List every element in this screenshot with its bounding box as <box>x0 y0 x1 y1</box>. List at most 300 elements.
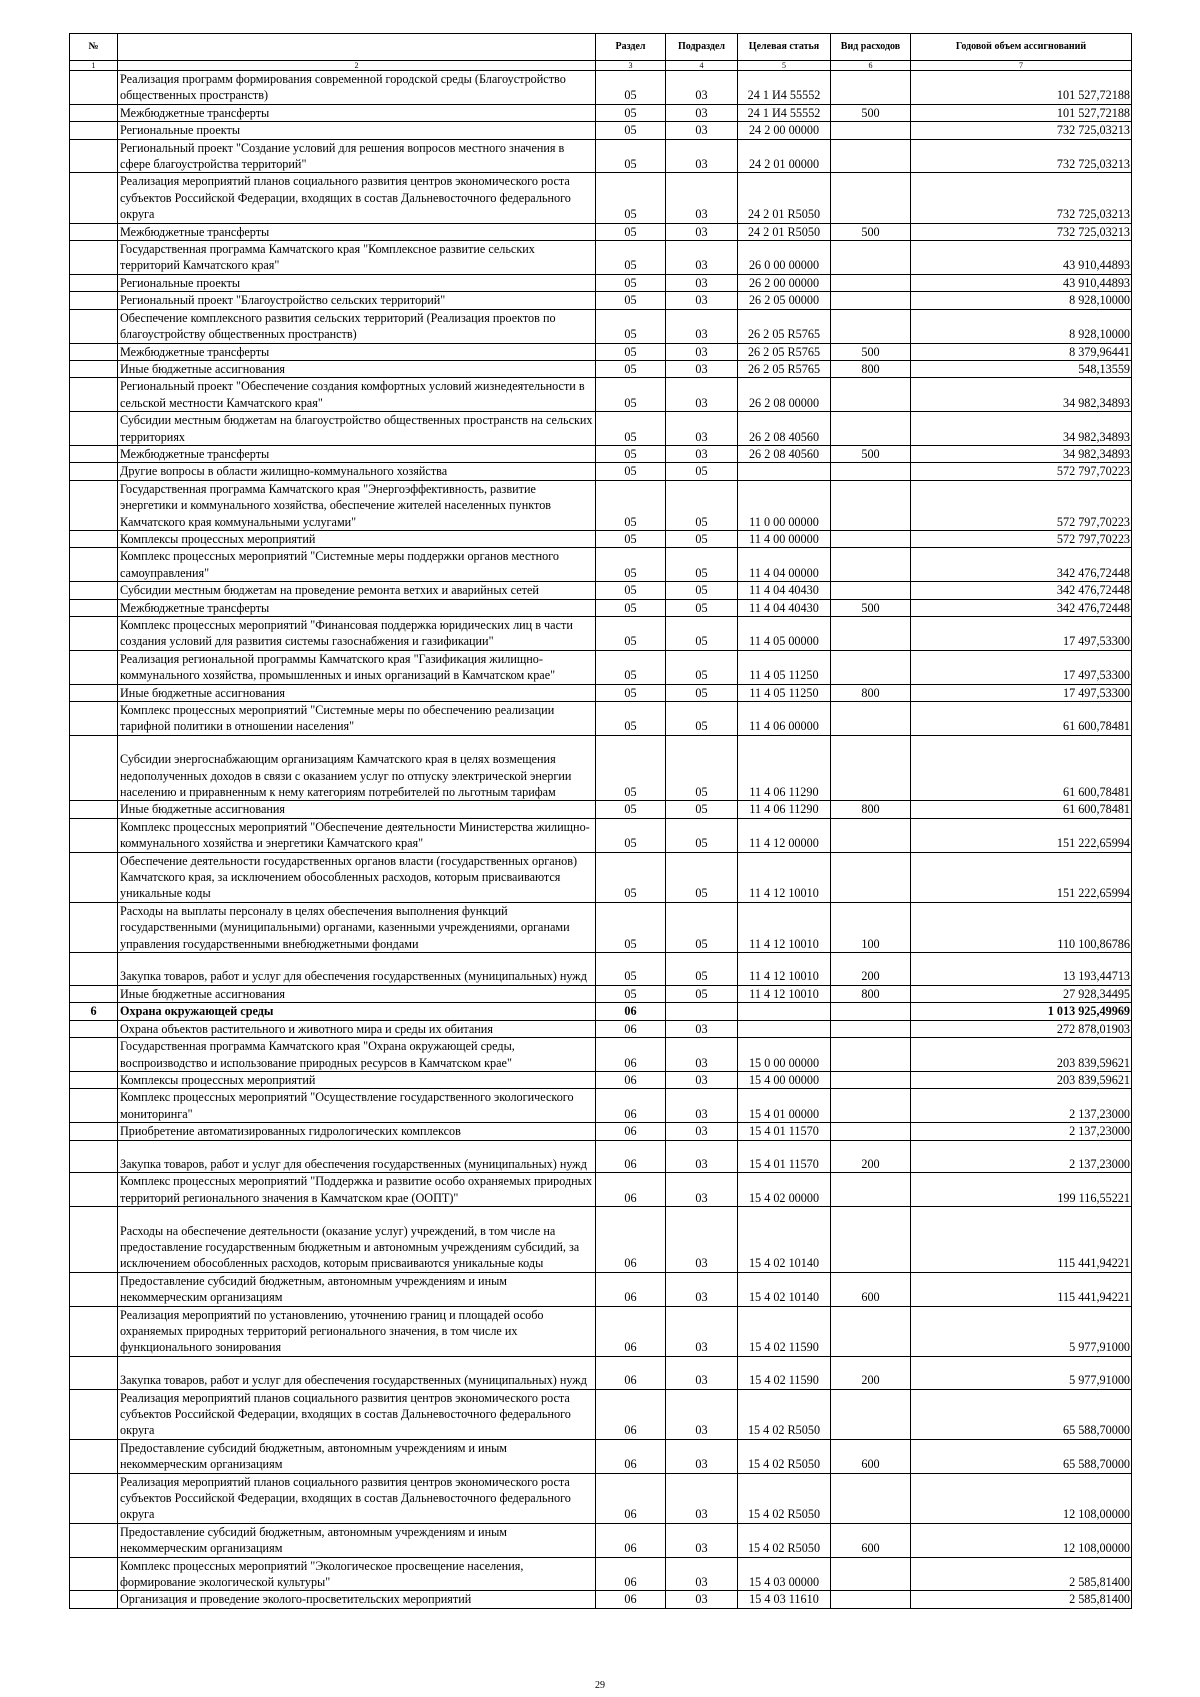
row-target: 11 4 12 10010 <box>738 985 831 1002</box>
row-section: 06 <box>596 1439 666 1473</box>
row-name: Реализация мероприятий по установлению, уточнению границ и площадей особо охраняемых природных территорий регионального значения, в том числе их функционального зонирования <box>118 1306 596 1356</box>
row-section: 05 <box>596 617 666 651</box>
header-section: Раздел <box>596 34 666 61</box>
row-number <box>70 1071 118 1088</box>
table-row <box>70 1207 1132 1273</box>
row-number <box>70 1173 118 1207</box>
row-name: Государственная программа Камчатского края "Комплексное развитие сельских территорий Камчатского края" <box>118 241 596 275</box>
row-amount: 5 977,91000 <box>911 1356 1132 1389</box>
row-number <box>70 684 118 701</box>
row-target: 11 0 00 00000 <box>738 480 831 530</box>
column-index: 2 <box>118 61 596 71</box>
row-name: Субсидии местным бюджетам на благоустройство общественных пространств на сельских территориях <box>118 412 596 446</box>
row-amount: 1 013 925,49969 <box>911 1003 1132 1020</box>
row-subsection: 05 <box>666 684 738 701</box>
row-number <box>70 902 118 952</box>
row-section: 06 <box>596 1473 666 1523</box>
row-subsection: 03 <box>666 1123 738 1140</box>
row-section: 05 <box>596 548 666 582</box>
row-number <box>70 463 118 480</box>
row-number <box>70 1591 118 1608</box>
row-name: Реализация мероприятий планов социального развития центров экономического роста субъектов Российской Федерации, входящих в состав Дальневосточного федерального округа <box>118 173 596 223</box>
row-number <box>70 1272 118 1306</box>
row-name: Субсидии местным бюджетам на проведение ремонта ветхих и аварийных сетей <box>118 582 596 599</box>
row-name: Региональные проекты <box>118 122 596 139</box>
row-section: 05 <box>596 122 666 139</box>
row-exp-type <box>831 480 911 530</box>
row-exp-type: 800 <box>831 801 911 818</box>
row-number <box>70 702 118 736</box>
column-index: 7 <box>911 61 1132 71</box>
row-section: 05 <box>596 953 666 986</box>
row-section: 06 <box>596 1523 666 1557</box>
row-target: 11 4 04 40430 <box>738 582 831 599</box>
row-number <box>70 818 118 852</box>
row-name: Комплекс процессных мероприятий "Осуществление государственного экологического мониторинга" <box>118 1089 596 1123</box>
table-row <box>70 173 1132 223</box>
row-name: Комплекс процессных мероприятий "Экологическое просвещение населения, формирование экологической культуры" <box>118 1557 596 1591</box>
table-row <box>70 1140 1132 1173</box>
table-row <box>70 292 1132 309</box>
row-name: Закупка товаров, работ и услуг для обеспечения государственных (муниципальных) нужд <box>118 1356 596 1389</box>
row-name: Межбюджетные трансферты <box>118 223 596 240</box>
row-subsection: 03 <box>666 1140 738 1173</box>
row-number <box>70 1020 118 1037</box>
header-exp-type: Вид расходов <box>831 34 911 61</box>
row-section: 05 <box>596 582 666 599</box>
row-section: 05 <box>596 292 666 309</box>
row-subsection: 05 <box>666 530 738 547</box>
row-name: Охрана окружающей среды <box>118 1003 596 1020</box>
row-section: 05 <box>596 650 666 684</box>
row-target: 26 2 05 R5765 <box>738 309 831 343</box>
row-exp-type: 500 <box>831 223 911 240</box>
row-number <box>70 1038 118 1072</box>
budget-table-page <box>69 33 1131 1609</box>
row-subsection: 05 <box>666 480 738 530</box>
row-target: 15 4 01 00000 <box>738 1089 831 1123</box>
table-row <box>70 801 1132 818</box>
row-amount: 2 137,23000 <box>911 1123 1132 1140</box>
row-exp-type: 600 <box>831 1272 911 1306</box>
row-amount: 115 441,94221 <box>911 1272 1132 1306</box>
table-row <box>70 599 1132 616</box>
row-section: 06 <box>596 1003 666 1020</box>
table-row <box>70 309 1132 343</box>
table-row <box>70 617 1132 651</box>
row-name: Государственная программа Камчатского края "Охрана окружающей среды, воспроизводство и использование природных ресурсов в Камчатском крае" <box>118 1038 596 1072</box>
row-subsection: 03 <box>666 1306 738 1356</box>
row-subsection: 05 <box>666 852 738 902</box>
row-number <box>70 1439 118 1473</box>
row-amount: 43 910,44893 <box>911 241 1132 275</box>
row-amount: 203 839,59621 <box>911 1038 1132 1072</box>
table-row <box>70 1389 1132 1439</box>
row-target: 11 4 12 00000 <box>738 818 831 852</box>
row-subsection: 05 <box>666 902 738 952</box>
row-amount: 151 222,65994 <box>911 818 1132 852</box>
row-target: 15 4 02 R5050 <box>738 1389 831 1439</box>
row-target: 15 4 02 00000 <box>738 1173 831 1207</box>
row-exp-type <box>831 530 911 547</box>
table-row <box>70 1439 1132 1473</box>
row-exp-type: 500 <box>831 104 911 121</box>
row-amount: 34 982,34893 <box>911 412 1132 446</box>
row-amount: 61 600,78481 <box>911 801 1132 818</box>
row-subsection: 03 <box>666 1523 738 1557</box>
row-name: Региональный проект "Создание условий для решения вопросов местного значения в сфере благоустройства территорий" <box>118 139 596 173</box>
table-row <box>70 548 1132 582</box>
table-row <box>70 953 1132 986</box>
row-target: 15 4 01 11570 <box>738 1140 831 1173</box>
row-section: 05 <box>596 599 666 616</box>
row-amount: 572 797,70223 <box>911 463 1132 480</box>
row-number <box>70 548 118 582</box>
table-row <box>70 71 1132 105</box>
row-section: 05 <box>596 139 666 173</box>
row-name: Другие вопросы в области жилищно-коммунального хозяйства <box>118 463 596 480</box>
row-name: Межбюджетные трансферты <box>118 104 596 121</box>
table-row <box>70 582 1132 599</box>
row-subsection: 03 <box>666 1020 738 1037</box>
row-amount: 151 222,65994 <box>911 852 1132 902</box>
row-subsection: 03 <box>666 122 738 139</box>
row-name: Комплексы процессных мероприятий <box>118 1071 596 1088</box>
row-target <box>738 1020 831 1037</box>
row-amount: 2 585,81400 <box>911 1591 1132 1608</box>
row-amount: 65 588,70000 <box>911 1389 1132 1439</box>
row-amount: 342 476,72448 <box>911 582 1132 599</box>
column-index: 6 <box>831 61 911 71</box>
table-row <box>70 1173 1132 1207</box>
row-target: 24 1 И4 55552 <box>738 104 831 121</box>
row-section: 05 <box>596 801 666 818</box>
row-exp-type <box>831 617 911 651</box>
table-row <box>70 412 1132 446</box>
row-exp-type <box>831 1306 911 1356</box>
row-section: 05 <box>596 71 666 105</box>
row-exp-type <box>831 139 911 173</box>
row-name: Комплекс процессных мероприятий "Финансовая поддержка юридических лиц в части создания условий для развития системы газоснабжения и газификации" <box>118 617 596 651</box>
row-subsection: 03 <box>666 309 738 343</box>
row-section: 06 <box>596 1038 666 1072</box>
row-name: Региональный проект "Благоустройство сельских территорий" <box>118 292 596 309</box>
row-target: 11 4 00 00000 <box>738 530 831 547</box>
row-name: Предоставление субсидий бюджетным, автономным учреждениям и иным некоммерческим организациям <box>118 1439 596 1473</box>
row-amount: 43 910,44893 <box>911 274 1132 291</box>
row-number <box>70 71 118 105</box>
row-section: 05 <box>596 684 666 701</box>
row-target: 26 0 00 00000 <box>738 241 831 275</box>
table-row <box>70 104 1132 121</box>
row-amount: 101 527,72188 <box>911 71 1132 105</box>
header-name <box>118 34 596 61</box>
row-section: 06 <box>596 1272 666 1306</box>
row-amount: 342 476,72448 <box>911 548 1132 582</box>
row-exp-type <box>831 378 911 412</box>
row-amount: 12 108,00000 <box>911 1523 1132 1557</box>
row-exp-type <box>831 241 911 275</box>
table-header-row <box>70 34 1132 61</box>
table-row <box>70 274 1132 291</box>
row-subsection <box>666 1003 738 1020</box>
row-number <box>70 445 118 462</box>
row-amount: 732 725,03213 <box>911 223 1132 240</box>
row-number <box>70 1389 118 1439</box>
row-number <box>70 985 118 1002</box>
row-subsection: 03 <box>666 139 738 173</box>
table-row <box>70 1591 1132 1608</box>
row-exp-type <box>831 735 911 801</box>
row-number: 6 <box>70 1003 118 1020</box>
table-row <box>70 1557 1132 1591</box>
row-subsection: 05 <box>666 599 738 616</box>
row-name: Комплекс процессных мероприятий "Поддержка и развитие особо охраняемых природных территорий регионального значения в Камчатском крае (ООПТ)" <box>118 1173 596 1207</box>
row-section: 05 <box>596 463 666 480</box>
row-name: Региональный проект "Обеспечение создания комфортных условий жизнедеятельности в сельской местности Камчатского края" <box>118 378 596 412</box>
table-row <box>70 1123 1132 1140</box>
row-name: Государственная программа Камчатского края "Энергоэффективность, развитие энергетики и коммунального хозяйства, обеспечение жителей населенных пунктов Камчатского края коммунальными услугами" <box>118 480 596 530</box>
row-number <box>70 139 118 173</box>
row-section: 06 <box>596 1591 666 1608</box>
row-amount: 27 928,34495 <box>911 985 1132 1002</box>
row-amount: 61 600,78481 <box>911 702 1132 736</box>
row-exp-type <box>831 1389 911 1439</box>
row-name: Иные бюджетные ассигнования <box>118 360 596 377</box>
row-name: Организация и проведение эколого-просветительских мероприятий <box>118 1591 596 1608</box>
budget-table <box>69 33 1132 1609</box>
row-name: Предоставление субсидий бюджетным, автономным учреждениям и иным некоммерческим организациям <box>118 1272 596 1306</box>
header-subsection: Подраздел <box>666 34 738 61</box>
row-number <box>70 530 118 547</box>
row-name: Региональные проекты <box>118 274 596 291</box>
header-num: № <box>70 34 118 61</box>
row-name: Межбюджетные трансферты <box>118 343 596 360</box>
row-amount: 8 379,96441 <box>911 343 1132 360</box>
row-subsection: 03 <box>666 1591 738 1608</box>
row-number <box>70 1356 118 1389</box>
row-subsection: 03 <box>666 1389 738 1439</box>
row-target: 15 4 00 00000 <box>738 1071 831 1088</box>
row-exp-type: 500 <box>831 343 911 360</box>
row-section: 05 <box>596 274 666 291</box>
row-subsection: 05 <box>666 818 738 852</box>
row-exp-type <box>831 1557 911 1591</box>
row-section: 06 <box>596 1389 666 1439</box>
row-target: 24 2 01 00000 <box>738 139 831 173</box>
row-amount: 17 497,53300 <box>911 617 1132 651</box>
row-subsection: 03 <box>666 1473 738 1523</box>
row-exp-type <box>831 1020 911 1037</box>
row-amount: 115 441,94221 <box>911 1207 1132 1273</box>
row-name: Предоставление субсидий бюджетным, автономным учреждениям и иным некоммерческим организациям <box>118 1523 596 1557</box>
row-exp-type: 800 <box>831 985 911 1002</box>
row-name: Межбюджетные трансферты <box>118 599 596 616</box>
table-row <box>70 223 1132 240</box>
row-section: 05 <box>596 985 666 1002</box>
row-subsection: 05 <box>666 617 738 651</box>
row-subsection: 03 <box>666 1207 738 1273</box>
row-number <box>70 1473 118 1523</box>
table-row <box>70 1020 1132 1037</box>
table-row <box>70 1523 1132 1557</box>
row-exp-type <box>831 463 911 480</box>
table-row <box>70 530 1132 547</box>
row-subsection: 03 <box>666 71 738 105</box>
row-number <box>70 852 118 902</box>
row-subsection: 03 <box>666 1439 738 1473</box>
row-exp-type <box>831 582 911 599</box>
row-section: 05 <box>596 309 666 343</box>
row-name: Иные бюджетные ассигнования <box>118 985 596 1002</box>
row-target: 26 2 05 00000 <box>738 292 831 309</box>
row-section: 05 <box>596 412 666 446</box>
table-row <box>70 463 1132 480</box>
row-subsection: 05 <box>666 953 738 986</box>
row-subsection: 03 <box>666 1038 738 1072</box>
row-amount: 203 839,59621 <box>911 1071 1132 1088</box>
row-number <box>70 735 118 801</box>
row-target: 26 2 08 00000 <box>738 378 831 412</box>
row-target: 15 4 01 11570 <box>738 1123 831 1140</box>
table-row <box>70 1356 1132 1389</box>
row-exp-type <box>831 1038 911 1072</box>
row-target: 15 4 02 R5050 <box>738 1523 831 1557</box>
row-subsection: 03 <box>666 1089 738 1123</box>
row-section: 06 <box>596 1207 666 1273</box>
row-exp-type: 600 <box>831 1439 911 1473</box>
row-name: Иные бюджетные ассигнования <box>118 801 596 818</box>
row-target: 11 4 04 40430 <box>738 599 831 616</box>
table-row <box>70 480 1132 530</box>
row-amount: 34 982,34893 <box>911 378 1132 412</box>
row-subsection: 03 <box>666 445 738 462</box>
row-number <box>70 1140 118 1173</box>
row-exp-type <box>831 412 911 446</box>
row-number <box>70 292 118 309</box>
table-row <box>70 702 1132 736</box>
row-exp-type <box>831 548 911 582</box>
row-amount: 13 193,44713 <box>911 953 1132 986</box>
row-exp-type <box>831 292 911 309</box>
table-row <box>70 1071 1132 1088</box>
row-amount: 34 982,34893 <box>911 445 1132 462</box>
table-row <box>70 985 1132 1002</box>
row-exp-type: 800 <box>831 360 911 377</box>
row-target: 11 4 12 10010 <box>738 953 831 986</box>
table-row <box>70 139 1132 173</box>
row-subsection: 03 <box>666 241 738 275</box>
row-number <box>70 343 118 360</box>
header-target: Целевая статья <box>738 34 831 61</box>
row-number <box>70 582 118 599</box>
table-row <box>70 1473 1132 1523</box>
row-target: 24 2 00 00000 <box>738 122 831 139</box>
table-row <box>70 1089 1132 1123</box>
row-target <box>738 463 831 480</box>
row-number <box>70 173 118 223</box>
row-number <box>70 360 118 377</box>
row-exp-type <box>831 1173 911 1207</box>
row-target: 15 4 02 R5050 <box>738 1473 831 1523</box>
row-target: 11 4 12 10010 <box>738 902 831 952</box>
row-subsection: 05 <box>666 801 738 818</box>
row-subsection: 03 <box>666 360 738 377</box>
table-row <box>70 445 1132 462</box>
row-exp-type <box>831 1003 911 1020</box>
row-section: 05 <box>596 241 666 275</box>
row-number <box>70 104 118 121</box>
row-subsection: 03 <box>666 1272 738 1306</box>
row-name: Комплекс процессных мероприятий "Системные меры по обеспечению реализации тарифной политики в отношении населения" <box>118 702 596 736</box>
row-target: 15 0 00 00000 <box>738 1038 831 1072</box>
row-subsection: 05 <box>666 985 738 1002</box>
row-target: 15 4 02 10140 <box>738 1207 831 1273</box>
table-row <box>70 1272 1132 1306</box>
row-name: Охрана объектов растительного и животного мира и среды их обитания <box>118 1020 596 1037</box>
row-number <box>70 617 118 651</box>
row-exp-type <box>831 1591 911 1608</box>
row-target: 11 4 05 00000 <box>738 617 831 651</box>
row-name: Расходы на выплаты персоналу в целях обеспечения выполнения функций государственными (муниципальными) органами, казенными учреждениями, органами управления государственными внебюджетными фондами <box>118 902 596 952</box>
row-amount: 8 928,10000 <box>911 309 1132 343</box>
row-exp-type: 100 <box>831 902 911 952</box>
row-subsection: 05 <box>666 650 738 684</box>
row-target: 15 4 02 R5050 <box>738 1439 831 1473</box>
table-row <box>70 343 1132 360</box>
row-exp-type: 500 <box>831 445 911 462</box>
row-name: Обеспечение комплексного развития сельских территорий (Реализация проектов по благоустройству общественных пространств) <box>118 309 596 343</box>
row-amount: 2 137,23000 <box>911 1140 1132 1173</box>
row-exp-type <box>831 702 911 736</box>
row-subsection: 03 <box>666 1071 738 1088</box>
row-section: 06 <box>596 1140 666 1173</box>
row-name: Комплекс процессных мероприятий "Обеспечение деятельности Министерства жилищно-коммунального хозяйства и энергетики Камчатского края" <box>118 818 596 852</box>
row-target: 11 4 05 11250 <box>738 684 831 701</box>
table-row <box>70 122 1132 139</box>
row-name: Реализация региональной программы Камчатского края "Газификация жилищно-коммунального хозяйства, промышленных и иных организаций в Камчатском крае" <box>118 650 596 684</box>
row-target: 24 1 И4 55552 <box>738 71 831 105</box>
table-row <box>70 735 1132 801</box>
row-name: Реализация мероприятий планов социального развития центров экономического роста субъектов Российской Федерации, входящих в состав Дальневосточного федерального округа <box>118 1389 596 1439</box>
row-target: 11 4 06 11290 <box>738 735 831 801</box>
row-amount: 61 600,78481 <box>911 735 1132 801</box>
row-exp-type <box>831 274 911 291</box>
row-amount: 548,13559 <box>911 360 1132 377</box>
row-amount: 12 108,00000 <box>911 1473 1132 1523</box>
row-section: 05 <box>596 530 666 547</box>
column-index: 3 <box>596 61 666 71</box>
row-exp-type <box>831 122 911 139</box>
row-number <box>70 122 118 139</box>
table-row <box>70 684 1132 701</box>
row-section: 05 <box>596 378 666 412</box>
row-exp-type: 500 <box>831 599 911 616</box>
row-number <box>70 801 118 818</box>
row-exp-type <box>831 1207 911 1273</box>
row-section: 05 <box>596 360 666 377</box>
row-subsection: 03 <box>666 223 738 240</box>
row-subsection: 05 <box>666 735 738 801</box>
row-exp-type: 600 <box>831 1523 911 1557</box>
row-target: 24 2 01 R5050 <box>738 173 831 223</box>
row-target: 11 4 05 11250 <box>738 650 831 684</box>
page-number: 29 <box>595 1680 605 1691</box>
row-section: 05 <box>596 818 666 852</box>
row-exp-type: 200 <box>831 1140 911 1173</box>
row-number <box>70 1089 118 1123</box>
row-name: Приобретение автоматизированных гидрологических комплексов <box>118 1123 596 1140</box>
